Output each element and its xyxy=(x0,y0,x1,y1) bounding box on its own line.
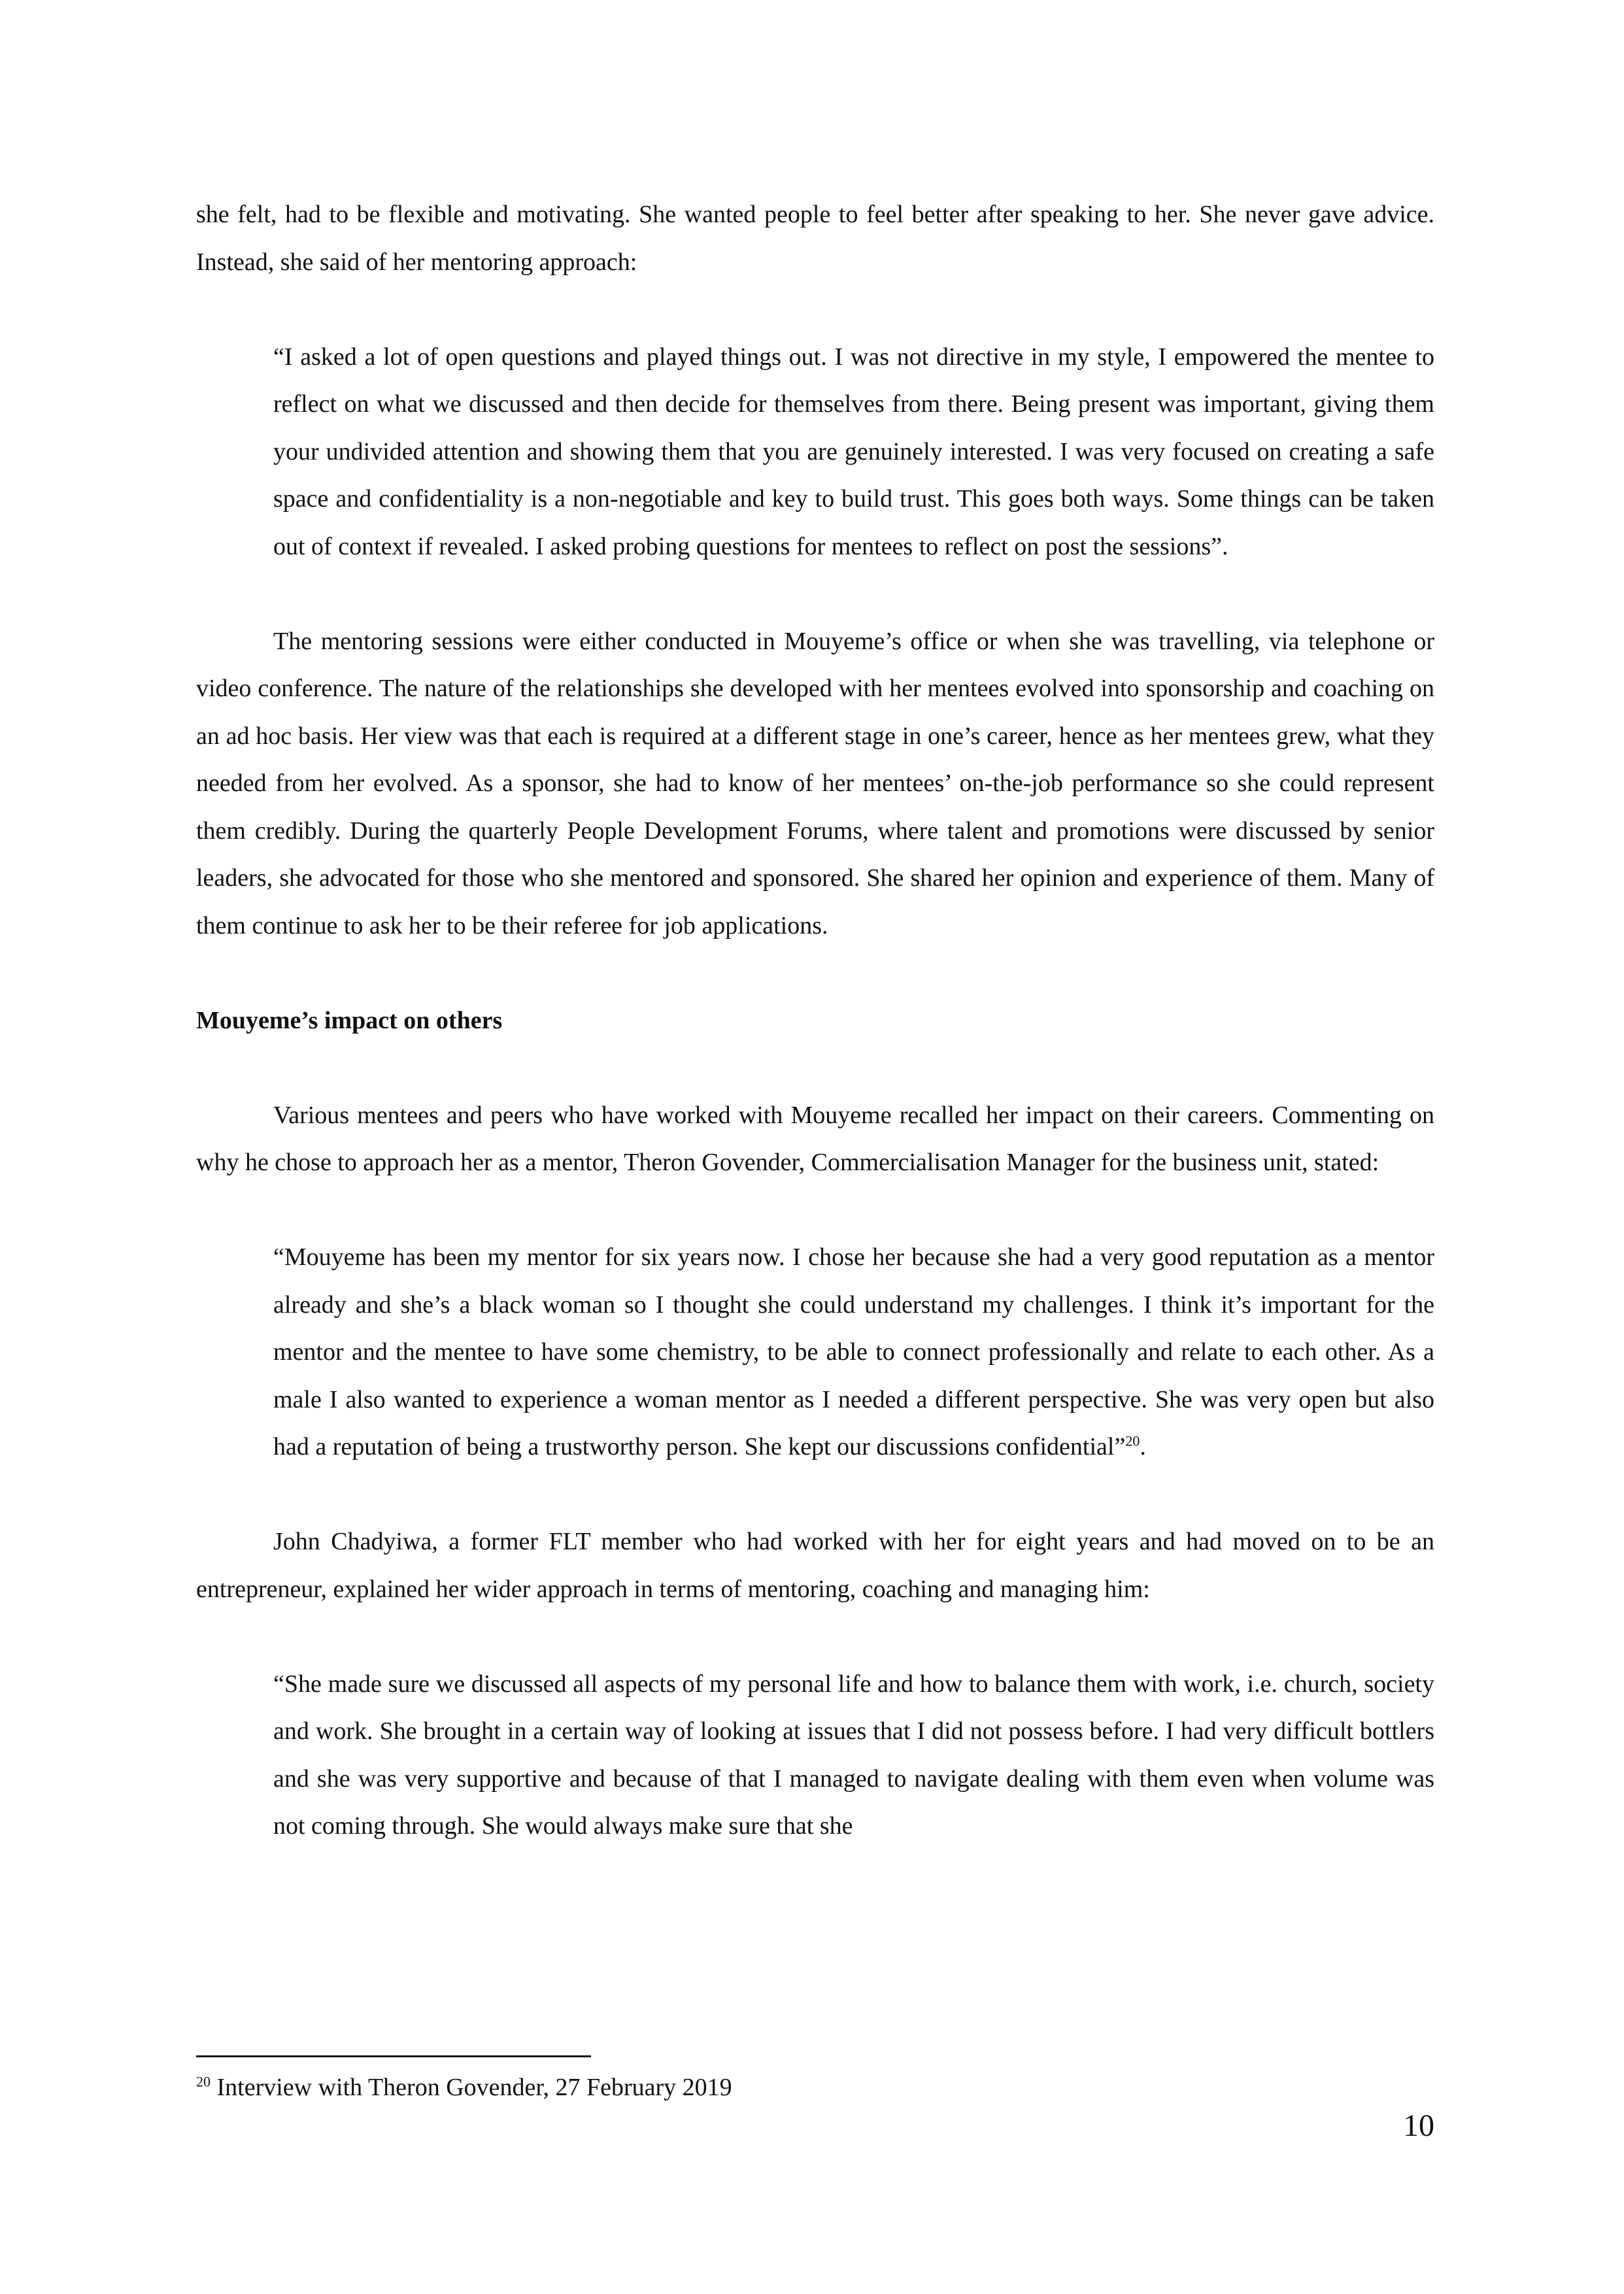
spacer xyxy=(196,1613,1434,1661)
block-quote-theron-govender xyxy=(273,1234,1434,1471)
quote-text: “Mouyeme has been my mentor for six years now. I chose her because she had a very good reputation as a mentor already and she’s a black woman so I thought she could understand my challenges. I think it’s important for the mentor and the mentee to have some chemistry, to be able to connect professionally and relate to each other. As a male I also wanted to experience a woman mentor as I needed a different perspective. She was very open but also had a reputation of being a trustworthy person. She kept our discussions confidential” xyxy=(273,1243,1434,1460)
paragraph-john-chadyiwa: John Chadyiwa, a former FLT member who had worked with her for eight years and had moved on to be an entrepreneur, explained her wider approach in terms of mentoring, coaching and managing him: xyxy=(196,1528,1434,1603)
spacer xyxy=(196,570,1434,618)
block-quote-john-chadyiwa: “She made sure we discussed all aspects of my personal life and how to balance them with work, i.e. church, society and work. She brought in a certain way of looking at issues that I did not possess before. I had very difficult bottlers and she was very supportive and because of that I managed to navigate dealing with them even when volume was not coming through. She would always make sure that she xyxy=(273,1670,1434,1840)
footnote xyxy=(196,2072,732,2102)
footnote-separator xyxy=(196,2055,591,2057)
document-body xyxy=(196,191,1434,1850)
footnote-reference[interactable]: 20 xyxy=(1125,1432,1140,1449)
spacer xyxy=(196,286,1434,333)
paragraph-continuation: she felt, had to be flexible and motivating. She wanted people to feel better after speaking to her. She never gave advice. Instead, she said of her mentoring approach: xyxy=(196,201,1434,276)
spacer xyxy=(196,1044,1434,1092)
paragraph-mentoring-sessions: The mentoring sessions were either conducted in Mouyeme’s office or when she was travelling, via telephone or video conference. The nature of the relationships she developed with her mentees evolved into sponsorship and coaching on an ad hoc basis. Her view was that each is required at a different stage in one’s career, hence as her mentees grew, what they needed from her evolved. As a sponsor, she had to know of her mentees’ on-the-job performance so she could represent them credibly. During the quarterly People Development Forums, where talent and promotions were discussed by senior leaders, she advocated for those who she mentored and sponsored. She shared her opinion and experience of them. Many of them continue to ask her to be their referee for job applications. xyxy=(196,627,1434,939)
footnote-number: 20 xyxy=(196,2073,211,2090)
quote-end: . xyxy=(1140,1433,1146,1460)
paragraph-impact: Various mentees and peers who have worked with Mouyeme recalled her impact on their careers. Commenting on why he chose to approach her as a mentor, Theron Govender, Commercialisation Manager for the business unit, stated: xyxy=(196,1101,1434,1176)
section-heading: Mouyeme’s impact on others xyxy=(196,1006,503,1034)
spacer xyxy=(196,1471,1434,1519)
spacer xyxy=(196,1187,1434,1234)
page-number: 10 xyxy=(1403,2108,1434,2143)
spacer xyxy=(196,949,1434,997)
block-quote-mentoring-approach: “I asked a lot of open questions and played things out. I was not directive in my style, I empowered the mentee to reflect on what we discussed and then decide for themselves from there. Being present was important, giving them your undivided attention and showing them that you are genuinely interested. I was very focused on creating a safe space and confidentiality is a non-negotiable and key to build trust. This goes both ways. Some things can be taken out of context if revealed. I asked probing questions for mentees to reflect on post the sessions”. xyxy=(273,343,1434,560)
footnote-text: Interview with Theron Govender, 27 February 2019 xyxy=(211,2074,732,2101)
